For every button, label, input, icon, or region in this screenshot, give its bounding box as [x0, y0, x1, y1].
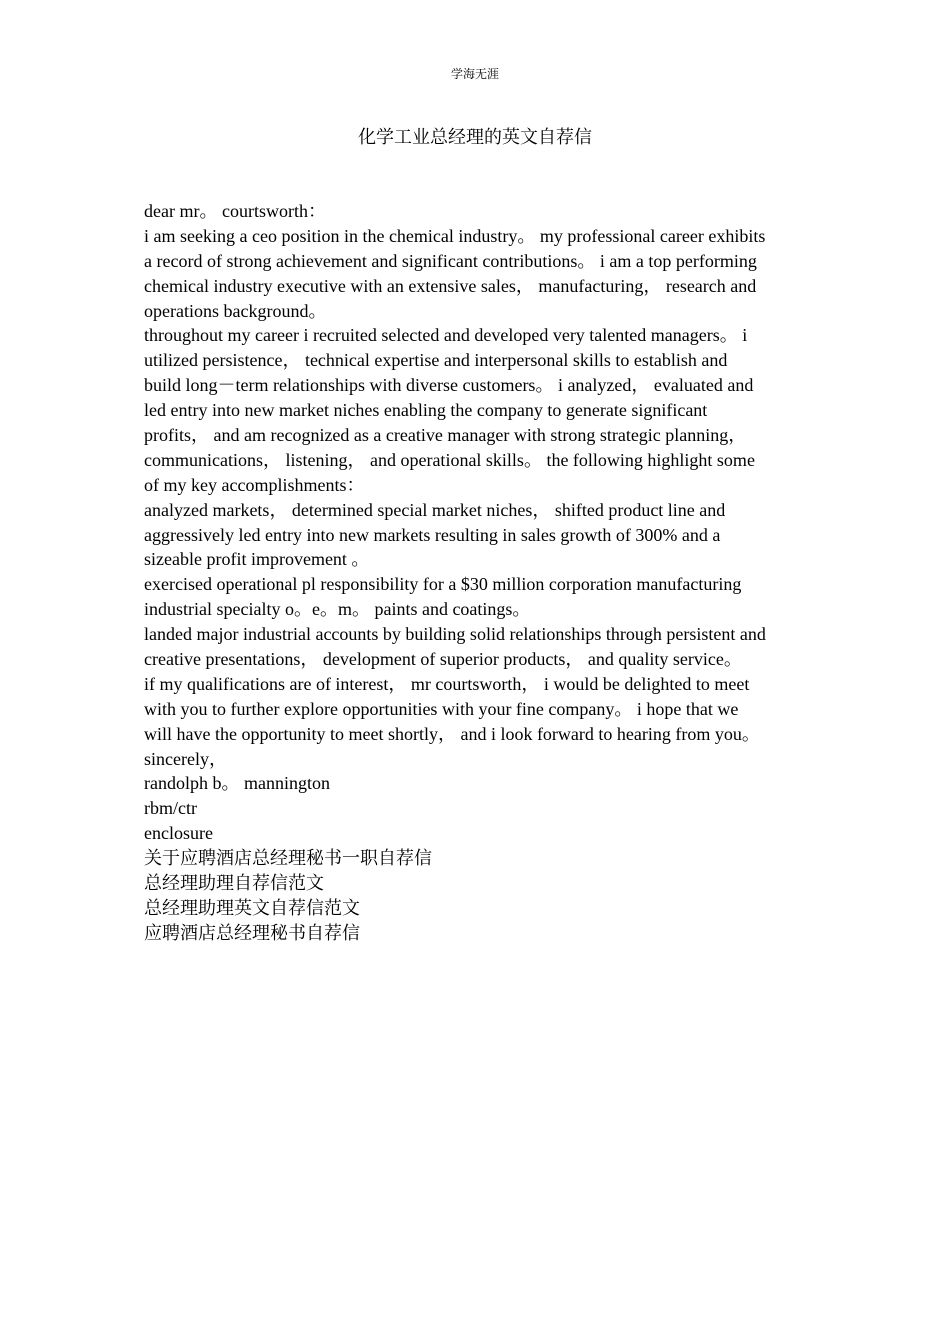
- signature-name: randolph b。 mannington: [144, 773, 330, 794]
- closing-line: will have the opportunity to meet shortly， and i look forward to hearing from you。: [144, 723, 760, 744]
- related-title: 关于应聘酒店总经理秘书一职自荐信: [144, 848, 432, 869]
- body-line: operations background。: [144, 300, 327, 321]
- body-line: chemical industry executive with an extensive sales， manufacturing， research and: [144, 275, 757, 296]
- reference-initials: rbm/ctr: [144, 798, 197, 819]
- accomplishment-line: analyzed markets， determined special market niches， shifted product line and: [144, 499, 726, 520]
- related-title: 总经理助理自荐信范文: [144, 873, 324, 894]
- body-line: throughout my career i recruited selected and developed very talented managers。 i: [144, 325, 748, 346]
- body-line: build long－term relationships with diverse customers。 i analyzed， evaluated and: [144, 375, 754, 396]
- accomplishment-line: industrial specialty o。e。m。 paints and coatings。: [144, 599, 531, 620]
- body-line: led entry into new market niches enabling the company to generate significant: [144, 400, 708, 421]
- page-header: 学海无涯: [450, 67, 499, 81]
- enclosure-note: enclosure: [144, 823, 213, 844]
- accomplishment-line: aggressively led entry into new markets resulting in sales growth of 300% and a: [144, 524, 721, 545]
- body-line: communications， listening， and operational skills。 the following highlight some: [144, 449, 755, 470]
- document-title: 化学工业总经理的英文自荐信: [358, 127, 592, 147]
- related-title: 总经理助理英文自荐信范文: [144, 897, 360, 918]
- document-body: [144, 199, 808, 946]
- accomplishment-line: exercised operational pl responsibility for a $30 million corporation manufacturing: [144, 574, 742, 595]
- body-line: utilized persistence， technical expertise and interpersonal skills to establish and: [144, 350, 728, 371]
- closing-line: with you to further explore opportunities with your fine company。 i hope that we: [144, 698, 739, 719]
- body-line: of my key accomplishments：: [144, 474, 365, 495]
- accomplishment-line: landed major industrial accounts by building solid relationships through persistent and: [144, 624, 766, 645]
- accomplishment-line: creative presentations， development of superior products， and quality service。: [144, 649, 742, 670]
- closing-line: if my qualifications are of interest， mr courtsworth， i would be delighted to meet: [144, 673, 750, 694]
- accomplishment-line: sizeable profit improvement 。: [144, 549, 370, 570]
- related-title: 应聘酒店总经理秘书自荐信: [144, 922, 360, 943]
- body-line: profits， and am recognized as a creative manager with strong strategic planning，: [144, 425, 747, 446]
- body-line: a record of strong achievement and significant contributions。 i am a top performing: [144, 250, 757, 271]
- sign-off: sincerely，: [144, 748, 227, 769]
- body-line: i am seeking a ceo position in the chemical industry。 my professional career exhibits: [144, 225, 766, 246]
- salutation-line: dear mr。 courtsworth：: [144, 201, 326, 221]
